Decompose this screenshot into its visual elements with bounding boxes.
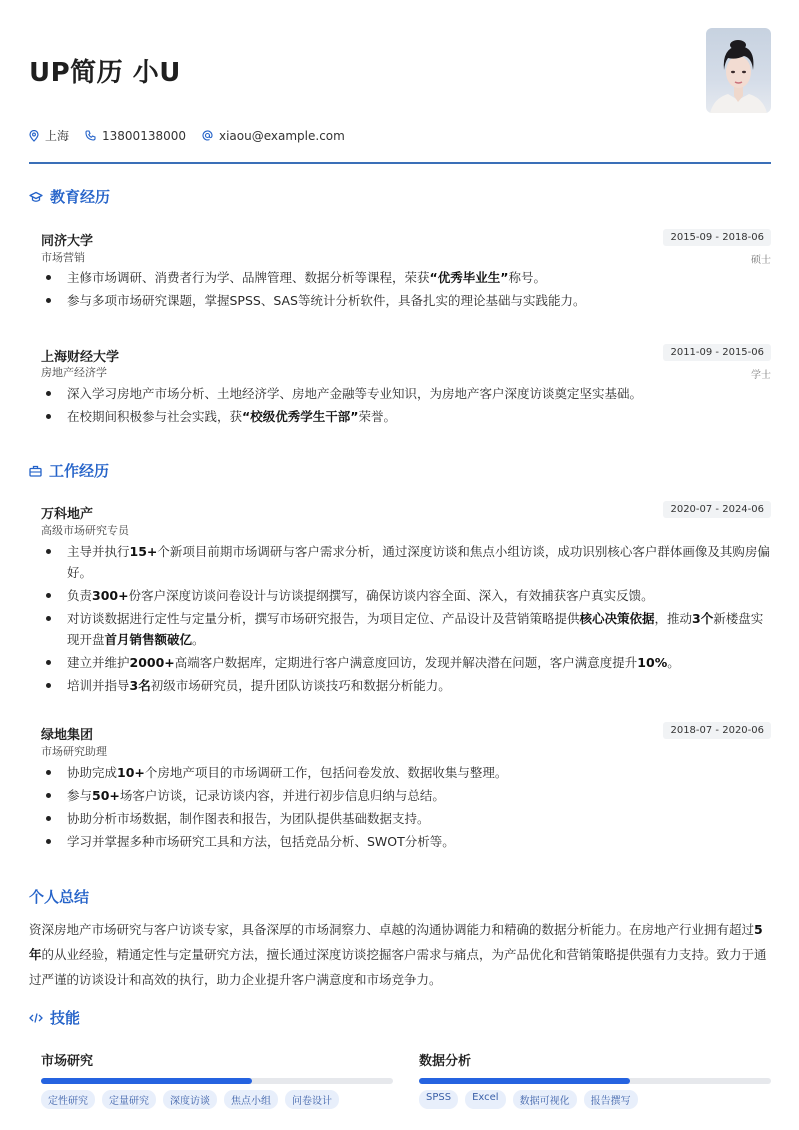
list-item: 建立并维护2000+高端客户数据库，定期进行客户满意度回访，发现并解决潜在问题，客户满意度提升10%。 [41, 652, 771, 673]
skill-market-research [41, 1050, 393, 1109]
contact-email [202, 129, 345, 143]
date-badge: 2020-07 - 2024-06 [663, 501, 771, 518]
education-bullets [41, 383, 771, 429]
email-text[interactable]: xiaou@example.com [219, 128, 345, 143]
section-work-title: 工作经历 [29, 460, 109, 481]
list-item: 对访谈数据进行定性与定量分析，撰写市场研究报告，为项目定位、产品设计及营销策略提供核心决策依据，推动3个新楼盘实现开盘首月销售额破亿。 [41, 608, 771, 650]
header-divider [29, 162, 771, 164]
list-item: 培训并指导3名初级市场研究员，提升团队访谈技巧和数据分析能力。 [41, 675, 771, 696]
phone-text[interactable]: 13800138000 [102, 128, 186, 143]
skill-tag: 定性研究 [41, 1090, 95, 1109]
skill-tag: 报告撰写 [584, 1090, 638, 1109]
list-item: 主修市场调研、消费者行为学、品牌管理、数据分析等课程，荣获“优秀毕业生”称号。 [41, 267, 771, 288]
contact-location [29, 127, 69, 144]
skill-level-bar [41, 1078, 393, 1084]
education-degree: 学士 [751, 370, 771, 381]
contact-phone [85, 129, 186, 143]
education-school: 上海财经大学 [41, 350, 120, 365]
education-major: 房地产经济学 [41, 366, 107, 379]
skill-level-fill [419, 1078, 630, 1084]
work-position: 市场研究助理 [41, 745, 107, 758]
skill-name: 数据分析 [419, 1054, 472, 1069]
skill-name: 市场研究 [41, 1054, 94, 1069]
work-company: 绿地集团 [41, 728, 94, 743]
skill-data-analysis [419, 1050, 771, 1109]
contact-info [29, 127, 361, 144]
list-item: 在校期间积极参与社会实践，获“校级优秀学生干部”荣誉。 [41, 406, 771, 427]
profile-photo [706, 28, 771, 113]
list-item: 主导并执行15+个新项目前期市场调研与客户需求分析，通过深度访谈和焦点小组访谈，成功识别核心客户群体画像及其购房偏好。 [41, 541, 771, 583]
section-skills-title: 技能 [29, 1007, 80, 1028]
candidate-name: UP简历 小U [29, 58, 181, 88]
skill-tag: 定量研究 [102, 1090, 156, 1109]
list-item: 深入学习房地产市场分析、土地经济学、房地产金融等专业知识，为房地产客户深度访谈奠定坚实基础。 [41, 383, 771, 404]
work-company: 万科地产 [41, 507, 94, 522]
education-major: 市场营销 [41, 251, 85, 264]
location-text: 上海 [45, 129, 70, 143]
skill-level-bar [419, 1078, 771, 1084]
education-degree: 硕士 [751, 255, 771, 266]
date-badge: 2018-07 - 2020-06 [663, 722, 771, 739]
skill-tag: SPSS [419, 1090, 458, 1109]
education-school: 同济大学 [41, 234, 94, 249]
skill-tag: 深度访谈 [163, 1090, 217, 1109]
skill-tag: Excel [465, 1090, 506, 1109]
phone-icon [85, 130, 96, 141]
section-education-title: 教育经历 [29, 186, 110, 207]
work-bullets [41, 541, 771, 698]
code-icon [29, 1012, 43, 1024]
list-item: 参与多项市场研究课题，掌握SPSS、SAS等统计分析软件，具备扎实的理论基础与实践能力。 [41, 290, 771, 311]
list-item: 学习并掌握多种市场研究工具和方法，包括竞品分析、SWOT分析等。 [41, 831, 771, 852]
date-badge: 2015-09 - 2018-06 [663, 229, 771, 246]
work-position: 高级市场研究专员 [41, 524, 129, 537]
date-badge: 2011-09 - 2015-06 [663, 344, 771, 361]
work-bullets [41, 762, 771, 854]
map-pin-icon [29, 130, 39, 142]
graduation-cap-icon [29, 191, 43, 203]
skill-tag: 焦点小组 [224, 1090, 278, 1109]
section-summary-title: 个人总结 [29, 888, 90, 906]
list-item: 协助完成10+个房地产项目的市场调研工作，包括问卷发放、数据收集与整理。 [41, 762, 771, 783]
list-item: 协助分析市场数据，制作图表和报告，为团队提供基础数据支持。 [41, 808, 771, 829]
briefcase-icon [29, 465, 42, 477]
skill-tags [419, 1090, 771, 1109]
at-sign-icon [202, 130, 213, 141]
skill-tag: 问卷设计 [285, 1090, 339, 1109]
skill-tags [41, 1090, 393, 1109]
skill-tag: 数据可视化 [513, 1090, 577, 1109]
list-item: 参与50+场客户访谈，记录访谈内容，并进行初步信息归纳与总结。 [41, 785, 771, 806]
skill-level-fill [41, 1078, 252, 1084]
summary-text: 资深房地产市场研究与客户访谈专家，具备深厚的市场洞察力、卓越的沟通协调能力和精确的数据分析能力。在房地产行业拥有超过5年的从业经验，精通定性与定量研究方法，擅长通过深度访谈挖掘客户需求与痛点，为产品优化和营销策略提供强有力支持。致力于通过严谨的访谈设计和高效的执行，助力企业提升客户满意度和市场竞争力。 [29, 922, 767, 987]
list-item: 负责300+份客户深度访谈问卷设计与访谈提纲撰写，确保访谈内容全面、深入，有效捕获客户真实反馈。 [41, 585, 771, 606]
education-bullets [41, 267, 771, 313]
